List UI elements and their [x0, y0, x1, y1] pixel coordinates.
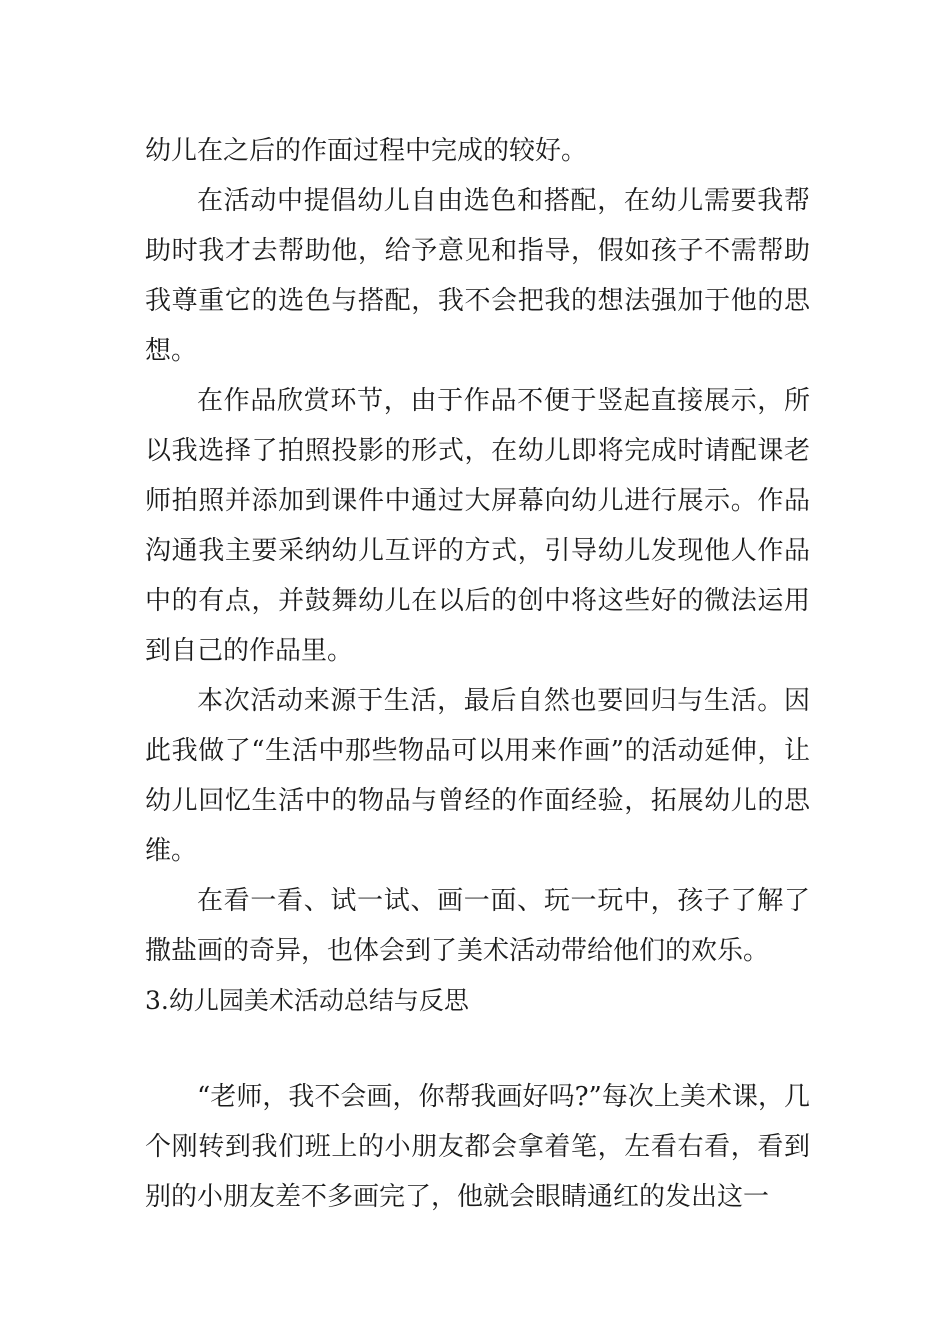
text-block-upper	[145, 126, 810, 1026]
section-heading: 3.幼儿园美术活动总结与反思	[145, 986, 469, 1015]
text-block-lower	[145, 1072, 810, 1222]
paragraph-salt-painting: 在看一看、试一试、画一面、玩一玩中，孩子了解了撒盐画的奇异，也体会到了美术活动带给他们的欢乐。	[145, 886, 810, 966]
paragraph-teacher-quote: “老师，我不会画，你帮我画好吗?”每次上美术课，几个刚转到我们班上的小朋友都会拿着笔，左看右看，看到别的小朋友差不多画完了，他就会眼睛通红的发出这一	[145, 1082, 810, 1212]
paragraph-continuation: 幼儿在之后的作面过程中完成的较好。	[145, 136, 588, 166]
paragraph-appreciation: 在作品欣赏环节，由于作品不便于竖起直接展示，所以我选择了拍照投影的形式，在幼儿即将完成时请配课老师拍照并添加到课件中通过大屏幕向幼儿进行展示。作品沟通我主要采纳幼儿互评的方式，引导幼儿发现他人作品中的有点，并鼓舞幼儿在以后的创中将这些好的微法运用到自己的作品里。	[145, 386, 810, 666]
paragraph-color-choice: 在活动中提倡幼儿自由选色和搭配，在幼儿需要我帮助时我才去帮助他，给予意见和指导，假如孩子不需帮助我尊重它的选色与搭配，我不会把我的想法强加于他的思想。	[145, 186, 810, 366]
paragraph-life-extension: 本次活动来源于生活，最后自然也要回归与生活。因此我做了“生活中那些物品可以用来作画”的活动延伸，让幼儿回忆生活中的物品与曾经的作面经验，拓展幼儿的思维。	[145, 686, 810, 866]
